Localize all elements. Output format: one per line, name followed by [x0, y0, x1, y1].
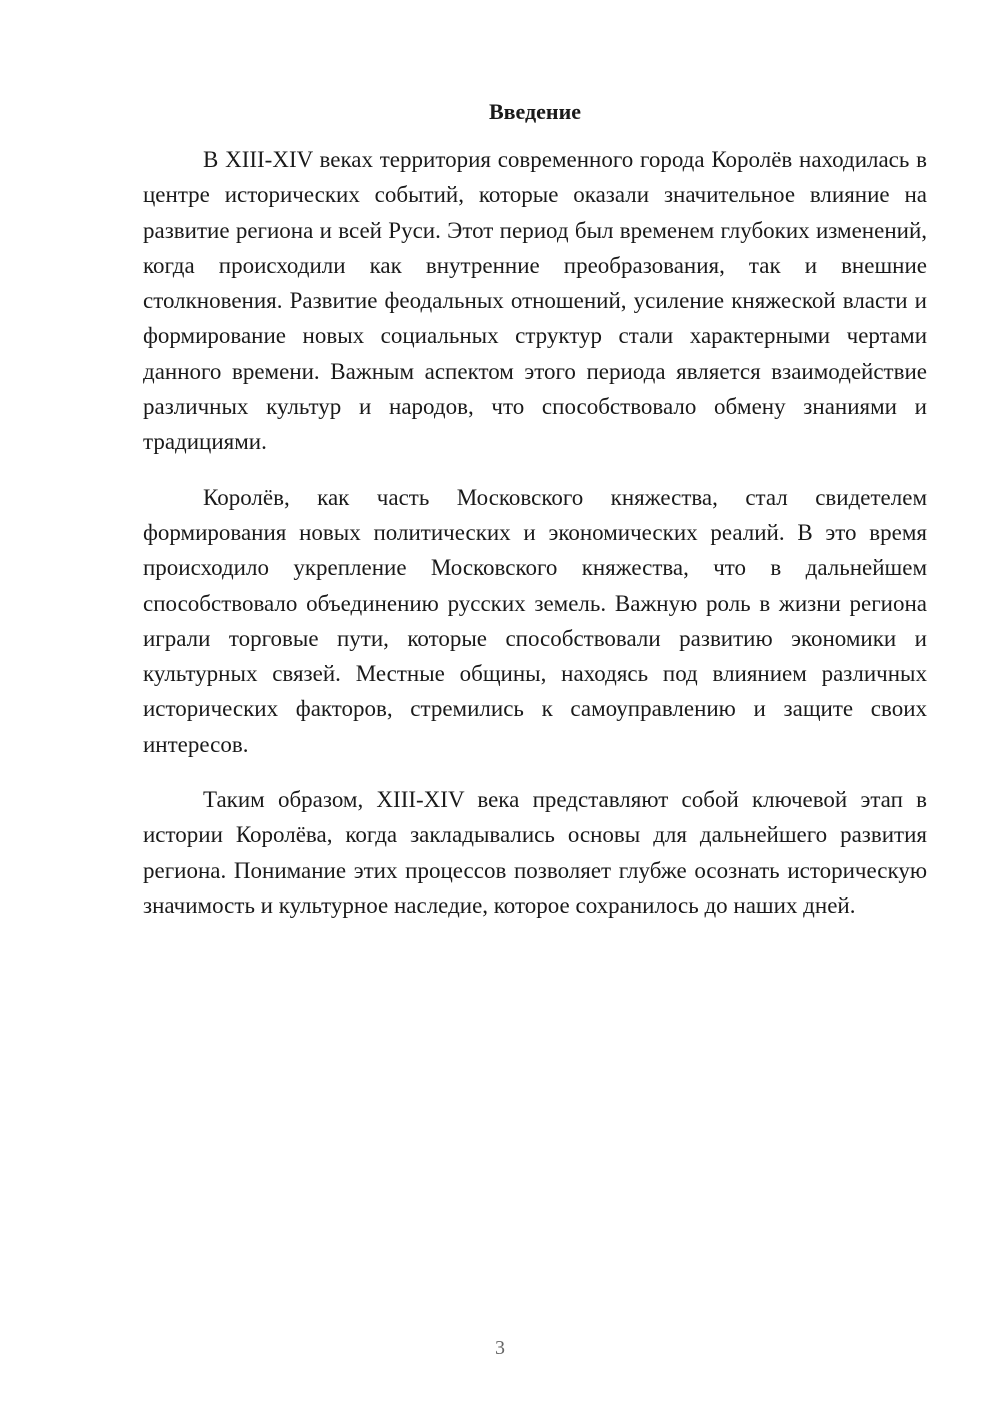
paragraph-3: Таким образом, XIII-XIV века представляют собой ключевой этап в истории Королёва, когда закладывались основы для дальнейшего развития региона. Понимание этих процессов позволяет глубже осознать историческую значимость и культурное наследие, которое сохранилось до наших дней. — [143, 787, 927, 918]
body-text — [143, 142, 927, 943]
paragraph-2: Королёв, как часть Московского княжества, стал свидетелем формирования новых политических и экономических реалий. В это время происходило укрепление Московского княжества, что в дальнейшем способствовало объединению русских земель. Важную роль в жизни региона играли торговые пути, которые способствовали развитию экономики и культурных связей. Местные общины, находясь под влиянием различных исторических факторов, стремились к самоуправлению и защите своих интересов. — [143, 484, 927, 757]
paragraph-1: В XIII-XIV веках территория современного города Королёв находилась в центре исторических событий, которые оказали значительное влияние на развитие региона и всей Руси. Этот период был временем глубоких изменений, когда происходили как внутренние преобразования, так и внешние столкновения. Развитие феодальных отношений, усиление княжеской власти и формирование новых социальных структур стали характерными чертами данного времени. Важным аспектом этого периода является взаимодействие различных культур и народов, что способствовало обмену знаниями и традициями. — [143, 147, 927, 455]
page-number: 3 — [495, 1337, 505, 1359]
page-title: Введение — [488, 99, 582, 124]
